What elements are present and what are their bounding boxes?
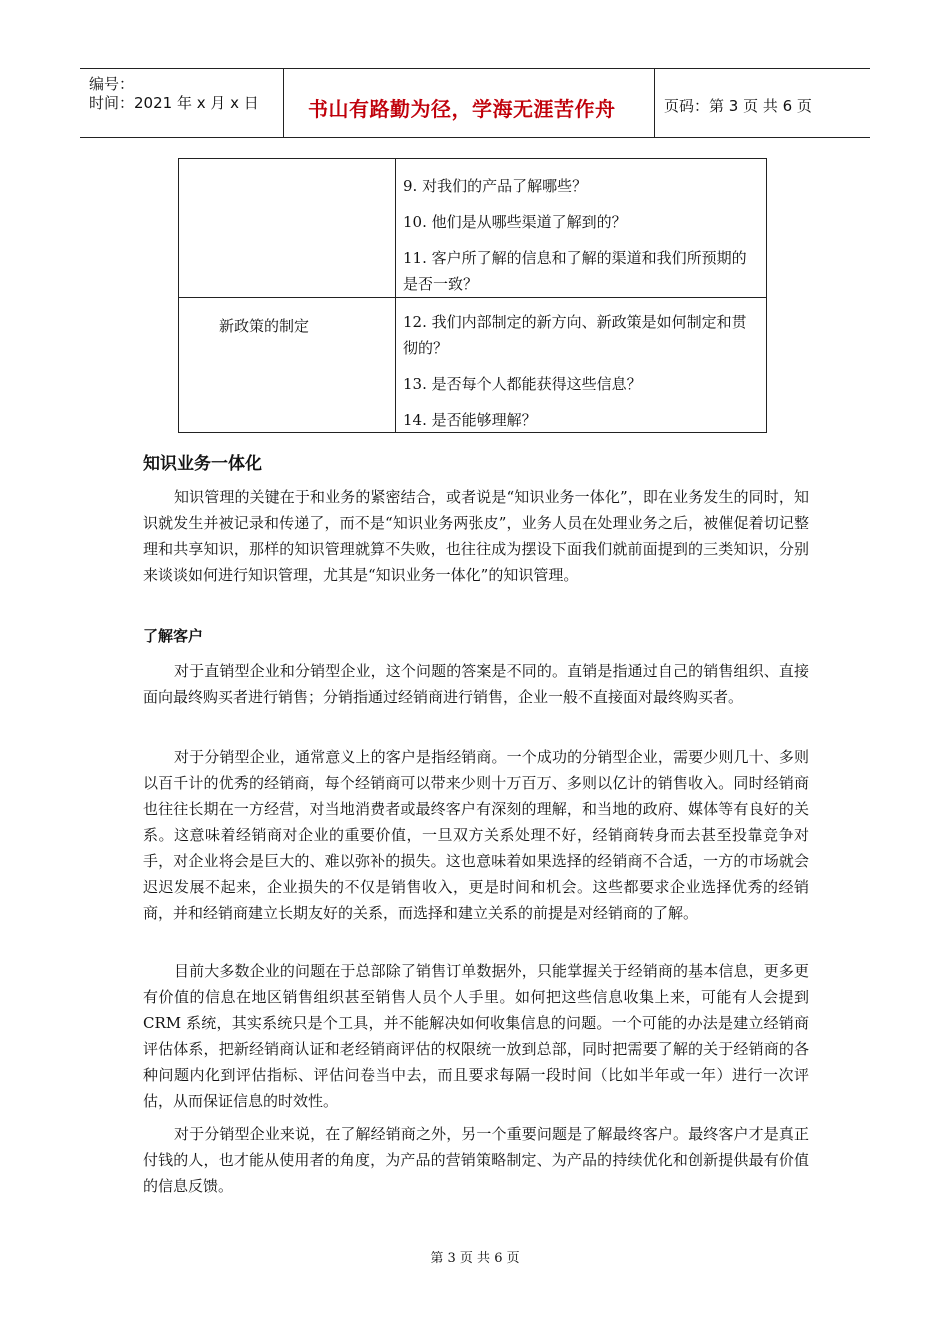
page-header (80, 68, 870, 138)
paragraph: 对于直销型企业和分销型企业，这个问题的答案是不同的。直销是指通过自己的销售组织、直接面向最终购买者进行销售；分销指通过经销商进行销售，企业一般不直接面对最终购买者。 (143, 662, 809, 706)
table-question: 14. 是否能够理解？ (403, 411, 537, 429)
section-heading: 知识业务一体化 (143, 454, 262, 474)
time-label: 时间：2021 年 x 月 x 日 (89, 94, 259, 112)
number-label: 编号： (89, 75, 135, 93)
page-footer: 第 3 页 共 6 页 (430, 1251, 520, 1266)
paragraph: 知识管理的关键在于和业务的紧密结合，或者说是“知识业务一体化”，即在业务发生的同时，知识就发生并被记录和传递了，而不是“知识业务两张皮”，业务人员在处理业务之后，被催促着切记整理和共享知识，那样的知识管理就算不失败，也往往成为摆设下面我们就前面提到的三类知识，分别来谈谈如何进行知识管理，尤其是“知识业务一体化”的知识管理。 (143, 488, 809, 584)
header-right-cell (655, 69, 870, 137)
header-motto-cell (284, 69, 655, 137)
table-question: 12. 我们内部制定的新方向、新政策是如何制定和贯彻的？ (403, 313, 747, 357)
question-table (178, 158, 767, 433)
page-number-label: 页码：第 3 页 共 6 页 (664, 97, 812, 115)
paragraph: 对于分销型企业来说，在了解经销商之外，另一个重要问题是了解最终客户。最终客户才是真正付钱的人，也才能从使用者的角度，为产品的营销策略制定、为产品的持续优化和创新提供最有价值的信息反馈。 (143, 1125, 809, 1195)
table-question: 13. 是否每个人都能获得这些信息？ (403, 375, 642, 393)
table-question: 9. 对我们的产品了解哪些？ (403, 177, 588, 195)
paragraph: 对于分销型企业，通常意义上的客户是指经销商。一个成功的分销型企业，需要少则几十、多则以百千计的优秀的经销商，每个经销商可以带来少则十万百万、多则以亿计的销售收入。同时经销商也往往长期在一方经营，对当地消费者或最终客户有深刻的理解，和当地的政府、媒体等有良好的关系。这意味着经销商对企业的重要价值，一旦双方关系处理不好，经销商转身而去甚至投靠竞争对手，对企业将会是巨大的、难以弥补的损失。这也意味着如果选择的经销商不合适，一方的市场就会迟迟发展不起来，企业损失的不仅是销售收入，更是时间和机会。这些都要求企业选择优秀的经销商，并和经销商建立长期友好的关系，而选择和建立关系的前提是对经销商的了解。 (143, 748, 809, 922)
table-row-divider (179, 297, 766, 298)
header-left-cell (80, 69, 284, 137)
motto: 书山有路勤为径，学海无涯苦作舟 (308, 97, 616, 121)
section-heading: 了解客户 (143, 627, 204, 645)
table-question: 10. 他们是从哪些渠道了解到的？ (403, 213, 627, 231)
table-category: 新政策的制定 (219, 317, 310, 335)
paragraph: 目前大多数企业的问题在于总部除了销售订单数据外，只能掌握关于经销商的基本信息，更多更有价值的信息在地区销售组织甚至销售人员个人手里。如何把这些信息收集上来，可能有人会提到 CRM 系统，其实系统只是个工具，并不能解决如何收集信息的问题。一个可能的办法是建立经销商评估体系，把新经销商认证和老经销商评估的权限统一放到总部，同时把需要了解的关于经销商的各种问题内化到评估指标、评估问卷当中去，而且要求每隔一段时间（比如半年或一年）进行一次评估，从而保证信息的时效性。 (143, 962, 809, 1110)
table-column-divider (395, 159, 396, 432)
table-question: 11. 客户所了解的信息和了解的渠道和我们所预期的是否一致？ (403, 249, 747, 293)
